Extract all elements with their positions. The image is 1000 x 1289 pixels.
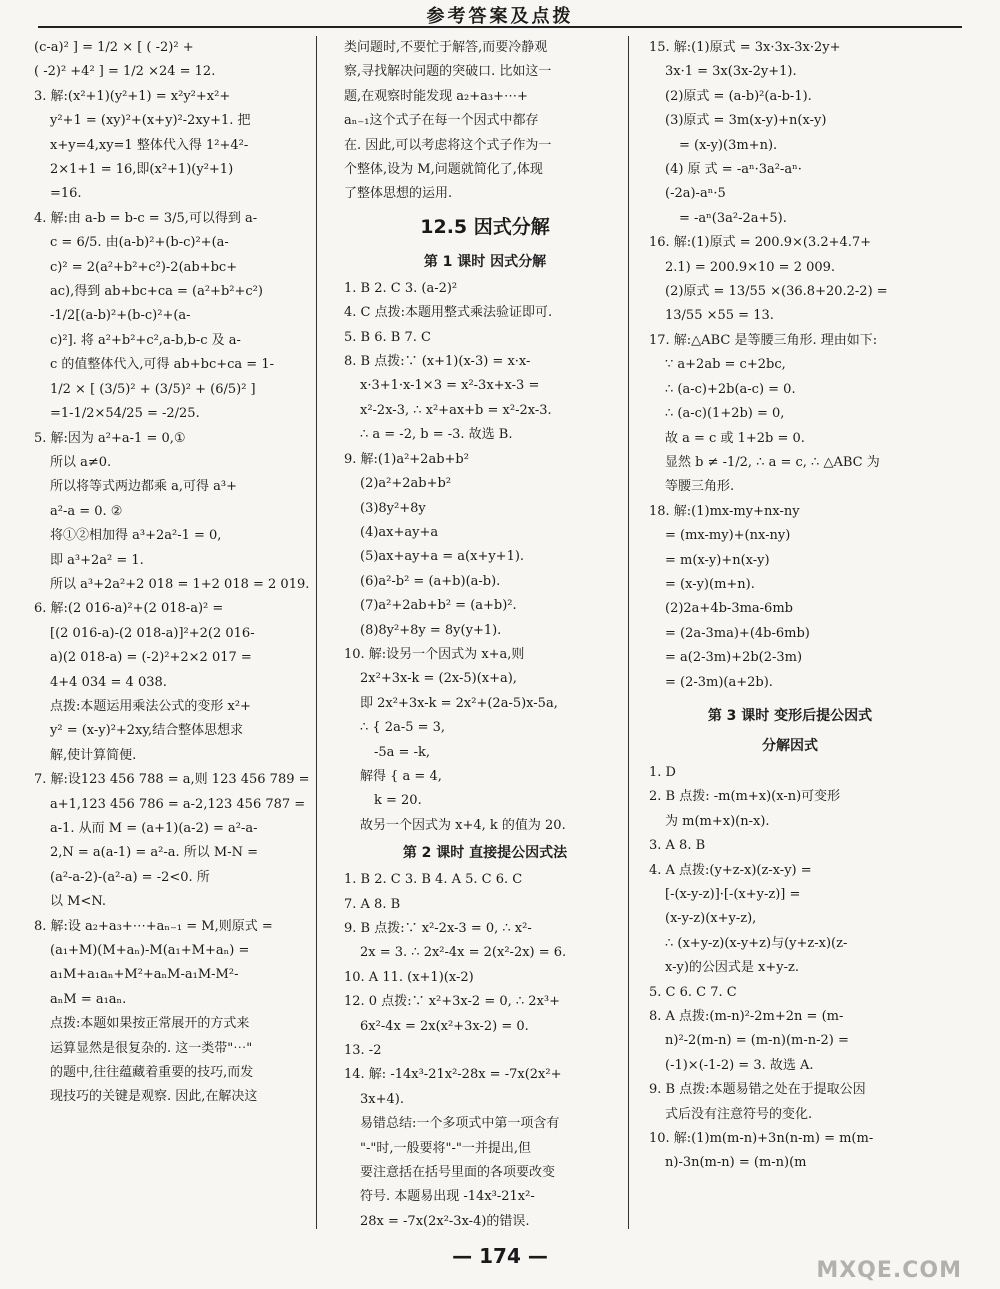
text-line: 在. 因此,可以考虑将这个式子作为一 — [344, 137, 552, 153]
text-line: 5. C 6. C 7. C — [649, 984, 737, 1000]
text-line: [-(x-y-z)]·[-(x+y-z)] = — [665, 887, 801, 902]
text-line: 4. C 点拨:本题用整式乘法验证即可. — [344, 305, 553, 321]
text-line: ac),得到 ab+bc+ca = (a²+b²+c²) — [50, 284, 263, 300]
text-line: n)²-2(m-n) = (m-n)(m-n-2) = — [665, 1033, 849, 1049]
text-line: ( -2)² +4² ] = 1/2 ×24 = 12. — [34, 64, 216, 80]
lesson-1-title: 第 1 课时 因式分解 — [423, 253, 547, 270]
text-line: 2x²+3x-k = (2x-5)(x+a), — [360, 671, 517, 687]
text-line: 9. 解:(1)a²+2ab+b² — [344, 451, 469, 467]
text-line: =1-1/2×54/25 = -2/25. — [50, 406, 200, 422]
text-line: 7. A 8. B — [344, 896, 401, 912]
text-line: 所以将等式两边都乘 a,可得 a³+ — [50, 479, 238, 495]
text-line: ∴ (x+y-z)(x-y+z)与(y+z-x)(z- — [665, 935, 848, 951]
lesson-2-title: 第 2 课时 直接提公因式法 — [402, 845, 568, 862]
text-line: 显然 b ≠ -1/2, ∴ a = c, ∴ △ABC 为 — [665, 454, 880, 470]
text-line: 10. 解:(1)m(m-n)+3n(n-m) = m(m- — [649, 1131, 874, 1147]
text-line: 类问题时,不要忙于解答,而要冷静观 — [344, 40, 548, 55]
text-line: 1. B 2. C 3. B 4. A 5. C 6. C — [344, 872, 523, 888]
text-line: 1. D — [649, 764, 676, 780]
text-line: 2×1+1 = 16,即(x²+1)(y²+1) — [50, 162, 234, 178]
text-line: -1/2[(a-b)²+(b-c)²+(a- — [50, 308, 191, 324]
text-line: x²-2x-3, ∴ x²+ax+b = x²-2x-3. — [360, 402, 552, 418]
header-rule — [38, 26, 962, 28]
text-line: 12. 0 点拨:∵ x²+3x-2 = 0, ∴ 2x³+ — [344, 994, 560, 1010]
text-line: 式后没有注意符号的变化. — [665, 1106, 813, 1122]
text-line: k = 20. — [374, 793, 422, 809]
text-line: c)²]. 将 a²+b²+c²,a-b,b-c 及 a- — [50, 332, 241, 348]
text-line: 6x²-4x = 2x(x²+3x-2) = 0. — [360, 1018, 529, 1034]
text-line: [(2 016-a)-(2 018-a)]²+2(2 016- — [50, 625, 255, 641]
text-line: 15. 解:(1)原式 = 3x·3x-3x·2y+ — [649, 40, 841, 55]
text-line: 所以 a³+2a²+2 018 = 1+2 018 = 2 019. — [50, 576, 310, 592]
text-line: 要注意括在括号里面的各项要改变 — [360, 1165, 556, 1181]
column-1 — [34, 36, 316, 1110]
text-line: ∴ (a-c)(1+2b) = 0, — [665, 406, 785, 422]
text-line: (7)a²+2ab+b² = (a+b)². — [360, 598, 517, 614]
column-3-answers — [649, 36, 931, 695]
lesson-3-title-cont: 分解因式 — [762, 737, 818, 754]
text-line: 5. 解:因为 a²+a-1 = 0,① — [34, 430, 186, 446]
text-line: 13/55 ×55 = 13. — [665, 308, 774, 324]
text-line: c 的值整体代入,可得 ab+bc+ca = 1- — [50, 357, 274, 373]
lesson-3-title: 第 3 课时 变形后提公因式 — [707, 707, 873, 724]
lesson-1-answers — [344, 277, 626, 838]
text-line: x+y=4,xy=1 整体代入得 1²+4²- — [50, 137, 249, 153]
text-line: (3)8y²+8y — [360, 500, 426, 516]
lesson-3-answers — [649, 761, 931, 1176]
text-line: (4) 原 式 = -aⁿ·3a²-aⁿ· — [665, 162, 802, 178]
text-line: 5. B 6. B 7. C — [344, 329, 431, 345]
text-line: 现技巧的关键是观察. 因此,在解决这 — [50, 1089, 258, 1105]
text-line: 故 a = c 或 1+2b = 0. — [665, 430, 805, 446]
text-line: -5a = -k, — [374, 744, 430, 760]
text-line: 2. B 点拨: -m(m+x)(x-n)可变形 — [649, 789, 841, 805]
text-line: 2,N = a(a-1) = a²-a. 所以 M-N = — [50, 845, 259, 861]
text-line: "-"时,一般要将"-"一并提出,但 — [360, 1140, 531, 1156]
text-line: 解,使计算简便. — [50, 747, 137, 763]
column-divider-1 — [316, 36, 317, 1229]
text-line: (2)原式 = (a-b)²(a-b-1). — [665, 88, 812, 104]
text-line: a₁M+a₁aₙ+M²+aₙM-a₁M-M²- — [50, 967, 239, 983]
text-line: a)(2 018-a) = (-2)²+2×2 017 = — [50, 650, 252, 666]
text-line: (3)原式 = 3m(x-y)+n(x-y) — [665, 113, 827, 129]
text-line: 所以 a≠0. — [50, 454, 112, 470]
text-line: aₙM = a₁aₙ. — [50, 991, 127, 1007]
text-line: 28x = -7x(2x²-3x-4)的错误. — [360, 1213, 530, 1229]
text-line: (x-y-z)(x+y-z), — [665, 911, 757, 927]
text-line: (4)ax+ay+a — [360, 524, 439, 540]
text-line: 即 2x²+3x-k = 2x²+(2a-5)x-5a, — [360, 695, 558, 711]
watermark-logo — [792, 1193, 962, 1283]
text-line: 2.1) = 200.9×10 = 2 009. — [665, 259, 836, 275]
text-line: 3x·1 = 3x(3x-2y+1). — [665, 64, 797, 80]
text-line: 14. 解: -14x³-21x²-28x = -7x(2x²+ — [344, 1067, 562, 1083]
text-line: 16. 解:(1)原式 = 200.9×(3.2+4.7+ — [649, 235, 872, 251]
text-line: 个整体,设为 M,问题就简化了,体现 — [344, 162, 543, 178]
text-line: x·3+1·x-1×3 = x²-3x+x-3 = — [360, 378, 540, 394]
text-line: = -aⁿ(3a²-2a+5). — [679, 210, 787, 226]
text-line: 即 a³+2a² = 1. — [50, 552, 144, 568]
text-line: = m(x-y)+n(x-y) — [665, 552, 770, 568]
column-2 — [344, 36, 626, 1234]
text-line: 10. A 11. (x+1)(x-2) — [344, 969, 474, 985]
text-line: (-2a)-aⁿ·5 — [665, 186, 726, 202]
text-line: ∴ { 2a-5 = 3, — [360, 720, 446, 736]
page-header — [0, 0, 1000, 30]
text-line: 1/2 × [ (3/5)² + (3/5)² + (6/5)² ] — [50, 381, 256, 397]
text-line: 8. B 点拨:∵ (x+1)(x-3) = x·x- — [344, 354, 531, 370]
column-3 — [649, 36, 931, 1176]
text-line: (5)ax+ay+a = a(x+y+1). — [360, 549, 525, 565]
text-line: 8. A 点拨:(m-n)²-2m+2n = (m- — [649, 1009, 844, 1025]
text-line: 4+4 034 = 4 038. — [50, 674, 167, 690]
text-line: 符号. 本题易出现 -14x³-21x²- — [360, 1189, 535, 1205]
text-line: 3. A 8. B — [649, 838, 706, 854]
text-line: (a²-a-2)-(a²-a) = -2<0. 所 — [50, 869, 210, 885]
text-line: 将①②相加得 a³+2a²-1 = 0, — [50, 528, 222, 544]
text-line: 3. 解:(x²+1)(y²+1) = x²y²+x²+ — [34, 88, 231, 104]
text-line: aₙ₋₁这个式子在每一个因式中都存 — [344, 113, 539, 129]
text-line: a²-a = 0. ② — [50, 503, 123, 519]
text-line: = (2-3m)(a+2b). — [665, 674, 773, 690]
text-line: 以 M<N. — [50, 894, 107, 910]
text-line: c)² = 2(a²+b²+c²)-2(ab+bc+ — [50, 259, 238, 275]
text-line: 故另一个因式为 x+4, k 的值为 20. — [360, 817, 566, 833]
text-line: = a(2-3m)+2b(2-3m) — [665, 650, 803, 666]
text-line: 4. 解:由 a-b = b-c = 3/5,可以得到 a- — [34, 210, 258, 226]
text-line: (2)a²+2ab+b² — [360, 476, 452, 492]
text-line: 点拨:本题运用乘法公式的变形 x²+ — [50, 698, 251, 714]
text-line: = (2a-3ma)+(4b-6mb) — [665, 625, 810, 641]
text-line: 13. -2 — [344, 1043, 382, 1059]
text-line: c = 6/5. 由(a-b)²+(b-c)²+(a- — [50, 235, 229, 251]
text-line: =16. — [50, 186, 82, 202]
text-line: 题,在观察时能发现 a₂+a₃+⋯+ — [344, 88, 528, 104]
text-line: y²+1 = (xy)²+(x+y)²-2xy+1. 把 — [50, 113, 251, 129]
text-line: (-1)×(-1-2) = 3. 故选 A. — [665, 1057, 814, 1073]
text-line: 为 m(m+x)(n-x). — [665, 813, 770, 829]
text-line: a+1,123 456 786 = a-2,123 456 787 = — [50, 796, 306, 812]
text-line: ∴ a = -2, b = -3. 故选 B. — [360, 427, 513, 443]
text-line: (8)8y²+8y = 8y(y+1). — [360, 622, 502, 638]
text-line: = (mx-my)+(nx-ny) — [665, 528, 791, 544]
header-title: 参考答案及点拨 — [426, 6, 574, 27]
text-line: = (x-y)(3m+n). — [679, 137, 778, 153]
text-line: 解得 { a = 4, — [360, 768, 442, 784]
text-line: ∴ (a-c)+2b(a-c) = 0. — [665, 381, 796, 397]
text-line: ∵ a+2ab = c+2bc, — [665, 357, 786, 373]
text-line: 17. 解:△ABC 是等腰三角形. 理由如下: — [649, 332, 878, 348]
text-line: 10. 解:设另一个因式为 x+a,则 — [344, 646, 525, 662]
text-line: 3x+4). — [360, 1091, 404, 1107]
text-line: 的题中,往往蕴藏着重要的技巧,而发 — [50, 1065, 254, 1081]
text-line: 运算显然是很复杂的. 这一类带"⋯" — [50, 1040, 253, 1056]
text-line: 8. 解:设 a₂+a₃+⋯+aₙ₋₁ = M,则原式 = — [34, 918, 273, 934]
text-line: (2)原式 = 13/55 ×(36.8+20.2-2) = — [665, 284, 888, 300]
text-line: 点拨:本题如果按正常展开的方式来 — [50, 1016, 250, 1032]
text-line: x-y)的公因式是 x+y-z. — [665, 960, 799, 976]
column-2-intro — [344, 36, 626, 207]
text-line: (6)a²-b² = (a+b)(a-b). — [360, 573, 501, 589]
text-line: = (x-y)(m+n). — [665, 576, 755, 592]
section-title: 12.5 因式分解 — [420, 215, 550, 238]
text-line: (2)2a+4b-3ma-6mb — [665, 601, 793, 617]
text-line: 易错总结:一个多项式中第一项含有 — [360, 1116, 560, 1132]
text-line: 4. A 点拨:(y+z-x)(z-x-y) = — [649, 862, 812, 878]
text-line: 9. B 点拨:∵ x²-2x-3 = 0, ∴ x²- — [344, 921, 532, 936]
text-line: 18. 解:(1)mx-my+nx-ny — [649, 503, 800, 519]
text-line: 1. B 2. C 3. (a-2)² — [344, 280, 458, 296]
text-line: 了整体思想的运用. — [344, 186, 453, 202]
column-divider-2 — [628, 36, 629, 1229]
text-line: n)-3n(m-n) = (m-n)(m — [665, 1155, 807, 1171]
text-line: 2x = 3. ∴ 2x²-4x = 2(x²-2x) = 6. — [360, 945, 567, 961]
text-line: 察,寻找解决问题的突破口. 比如这一 — [344, 64, 552, 80]
lesson-2-answers — [344, 868, 626, 1234]
text-line: 7. 解:设123 456 788 = a,则 123 456 789 = — [34, 772, 310, 788]
watermark-text: MXQE.COM — [816, 1258, 962, 1283]
text-line: 等腰三角形. — [665, 479, 735, 495]
text-line: 9. B 点拨:本题易错之处在于提取公因 — [649, 1082, 866, 1098]
text-line: (a₁+M)(M+aₙ)-M(a₁+M+aₙ) = — [50, 943, 250, 959]
page-number: — 174 — — [452, 1244, 548, 1268]
text-line: a-1. 从而 M = (a+1)(a-2) = a²-a- — [50, 821, 258, 836]
text-line: y² = (x-y)²+2xy,结合整体思想求 — [50, 723, 244, 739]
text-line: 6. 解:(2 016-a)²+(2 018-a)² = — [34, 601, 224, 617]
text-line: (c-a)² ] = 1/2 × [ ( -2)² + — [34, 40, 194, 55]
